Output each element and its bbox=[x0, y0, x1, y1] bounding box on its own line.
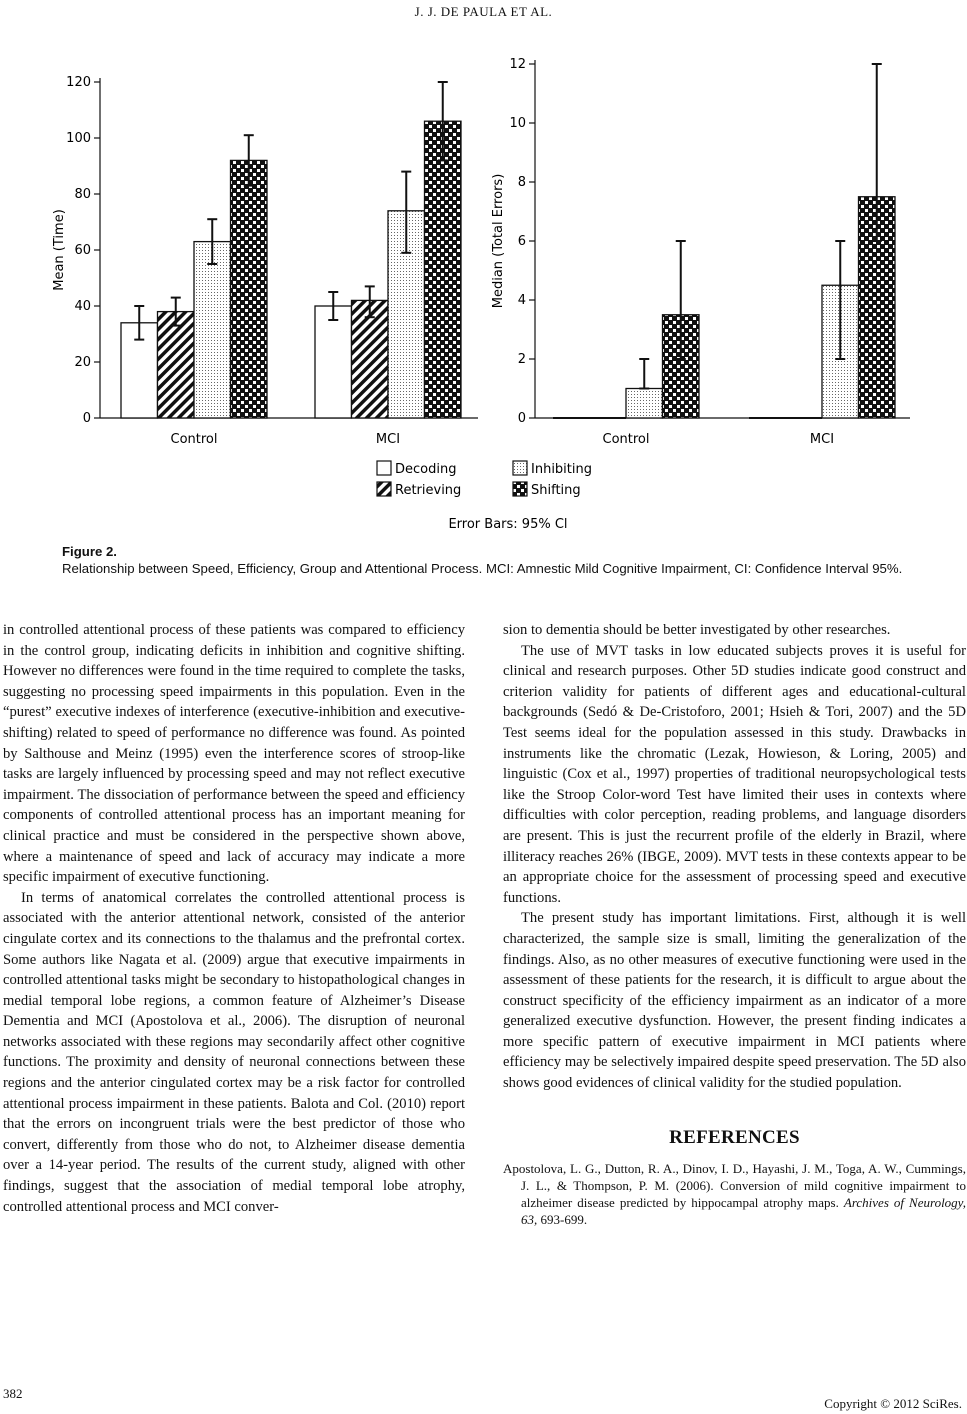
legend-label: Decoding bbox=[395, 462, 457, 477]
legend-label: Shifting bbox=[531, 483, 581, 498]
figure-2-charts bbox=[0, 40, 967, 540]
x-tick-label: Control bbox=[170, 432, 218, 447]
y-tick-label: 10 bbox=[509, 116, 526, 131]
reference-pages: 693-699. bbox=[537, 1212, 588, 1228]
y-tick-label: 4 bbox=[517, 293, 526, 308]
bar-shifting bbox=[425, 121, 462, 418]
copyright: Copyright © 2012 SciRes. bbox=[824, 1396, 962, 1411]
legend-swatch-decoding bbox=[377, 461, 391, 475]
y-tick-label: 2 bbox=[517, 352, 526, 367]
caption-label: Figure 2. bbox=[62, 544, 117, 559]
right-column bbox=[503, 620, 966, 1228]
reference-main: Apostolova, L. G., Dutton, R. A., Dinov, I. D., Hayashi, J. M., Toga, A. W., Cummings, J. L., & Thompson, P. M. (2006). Conversion of mild cognitive impairment to alzheimer disease predicted by hippocampal atrophy maps. bbox=[503, 1161, 966, 1211]
y-tick-label: 0 bbox=[517, 411, 526, 426]
y-axis-label: Median (Total Errors) bbox=[491, 173, 506, 309]
chart-median-errors bbox=[491, 57, 910, 447]
legend-swatch-retrieving bbox=[377, 482, 391, 496]
y-tick-label: 80 bbox=[74, 187, 91, 202]
chart-mean-time bbox=[52, 75, 478, 447]
paragraph: The present study has important limitations. First, although it is well characterized, the sample size is small, limiting the generalization of the findings. Also, as no other measures of executive functioning were used in the assessment of these patients for the research, it is difficult to argue about the construct specificity of the efficiency impairment as an indicator of a more generalized executive dysfunction. However, the present finding indicates a more specific pattern of executive impairment in MCI patients where efficiency may be selectively impaired despite speed preservation. The 5D also shows good evidences of clinical validity for the studied population. bbox=[503, 910, 966, 1092]
bar-shifting bbox=[231, 160, 268, 418]
x-tick-label: Control bbox=[602, 432, 650, 447]
x-tick-label: MCI bbox=[375, 432, 401, 447]
y-tick-label: 60 bbox=[74, 243, 91, 258]
y-axis-label: Mean (Time) bbox=[52, 209, 67, 291]
y-tick-label: 8 bbox=[517, 175, 526, 190]
y-tick-label: 120 bbox=[66, 75, 91, 90]
figure-caption bbox=[62, 543, 922, 577]
x-tick-label: MCI bbox=[809, 432, 835, 447]
paragraph: in controlled attentional process of these patients was compared to efficiency in the control group, indicating deficits in inhibition and cognitive shifting. However no differences were found in the time required to complete the tasks, suggesting no processing speed impairments in this population. Even in the “purest” executive indexes of interference (executive-inhibition and executive-shifting) related to speed of performance no difference was found. As pointed by Salthouse and Meinz (1995) even the interference scores of stroop-like tasks are largely influenced by processing speed and may not reflect executive impairment. The dissociation of performance between the speed and efficiency components of controlled attentional process has an important meaning for clinical practice and must be considered in the perspective shown above, where a maintenance of speed and lack of accuracy may indicate a more specific impairment of executive functioning. bbox=[3, 622, 465, 886]
bar-inhibiting bbox=[194, 242, 231, 418]
paragraph: sion to dementia should be better investigated by other researches. bbox=[503, 622, 891, 638]
y-tick-label: 100 bbox=[66, 131, 91, 146]
running-head: J. J. DE PAULA ET AL. bbox=[414, 4, 553, 19]
y-tick-label: 40 bbox=[74, 299, 91, 314]
y-tick-label: 20 bbox=[74, 355, 91, 370]
bar-inhibiting bbox=[626, 389, 663, 419]
chart-legend bbox=[377, 461, 592, 498]
legend-label: Retrieving bbox=[395, 483, 462, 498]
legend-label: Inhibiting bbox=[531, 462, 592, 477]
reference-entry bbox=[503, 1160, 966, 1228]
y-tick-label: 0 bbox=[82, 411, 91, 426]
bar-decoding bbox=[315, 306, 352, 418]
legend-swatch-shifting bbox=[513, 482, 527, 496]
reference-journal: Archives of Neurology, 63, bbox=[521, 1195, 966, 1228]
page-number: 382 bbox=[3, 1386, 23, 1401]
paragraph: The use of MVT tasks in low educated subjects proves it is useful for clinical and research purposes. Other 5D studies indicate good construct and criterion validity for patients of different ages and educational-cultural backgrounds (Sedó & De-Cristoforo, 2001; Hsieh & Tori, 2007) and the 5D Test seems ideal for the population assessed in this study. Drawbacks in instruments like the chromatic (Lezak, Howieson, & Loring, 2005) and linguistic (Cox et al., 1997) properties of traditional neuropsychological tests like the Stroop Color-word Test have limited their uses in contexts where difficulties with color perception, reading problems, and language disorders are present. This is just the recurrent profile of the elderly in Brazil, where illiteracy reaches 26% (IBGE, 2009). MVT tests in these contexts appear to be an appropriate choice for the assessment of processing speed and executive functions. bbox=[503, 642, 966, 906]
y-tick-label: 6 bbox=[517, 234, 526, 249]
y-tick-label: 12 bbox=[509, 57, 526, 72]
paragraph: In terms of anatomical correlates the controlled attentional process is associated with the anterior attentional network, consisted of the anterior cingulate cortex and its connections to the thalamus and the prefrontal cortex. Some authors like Nagata et al. (2009) argue that executive impairments in controlled attentional tasks might be secondary to histopathological changes in medial temporal lobe regions, a common feature of Alzheimer’s Disease Dementia and MCI (Apostolova et al., 2006). The disruption of neuronal networks associated with these regions may secondarily affect other cognitive functions. The proximity and density of neuronal connections between these regions and the anterior cingulated cortex may be a risk factor for controlled attentional process impairment in these patients. Balota and Col. (2010) report that the errors on incongruent trials were the best predictor of those who convert, differently from those who do not, to Alzheimer disease dementia over a 14-year period. The results of the current study, aligned with other findings, suggest that the association of medial temporal lobe atrophy, controlled attentional process and MCI conver- bbox=[3, 889, 465, 1215]
legend-swatch-inhibiting bbox=[513, 461, 527, 475]
left-column bbox=[3, 620, 465, 1217]
bar-retrieving bbox=[158, 312, 195, 418]
references-heading: REFERENCES bbox=[669, 1126, 800, 1148]
caption-text: Relationship between Speed, Efficiency, Group and Attentional Process. MCI: Amnestic Mild Cognitive Impairment, CI: Confidence Interval 95%. bbox=[62, 561, 903, 576]
error-bars-note: Error Bars: 95% Cl bbox=[448, 517, 568, 532]
